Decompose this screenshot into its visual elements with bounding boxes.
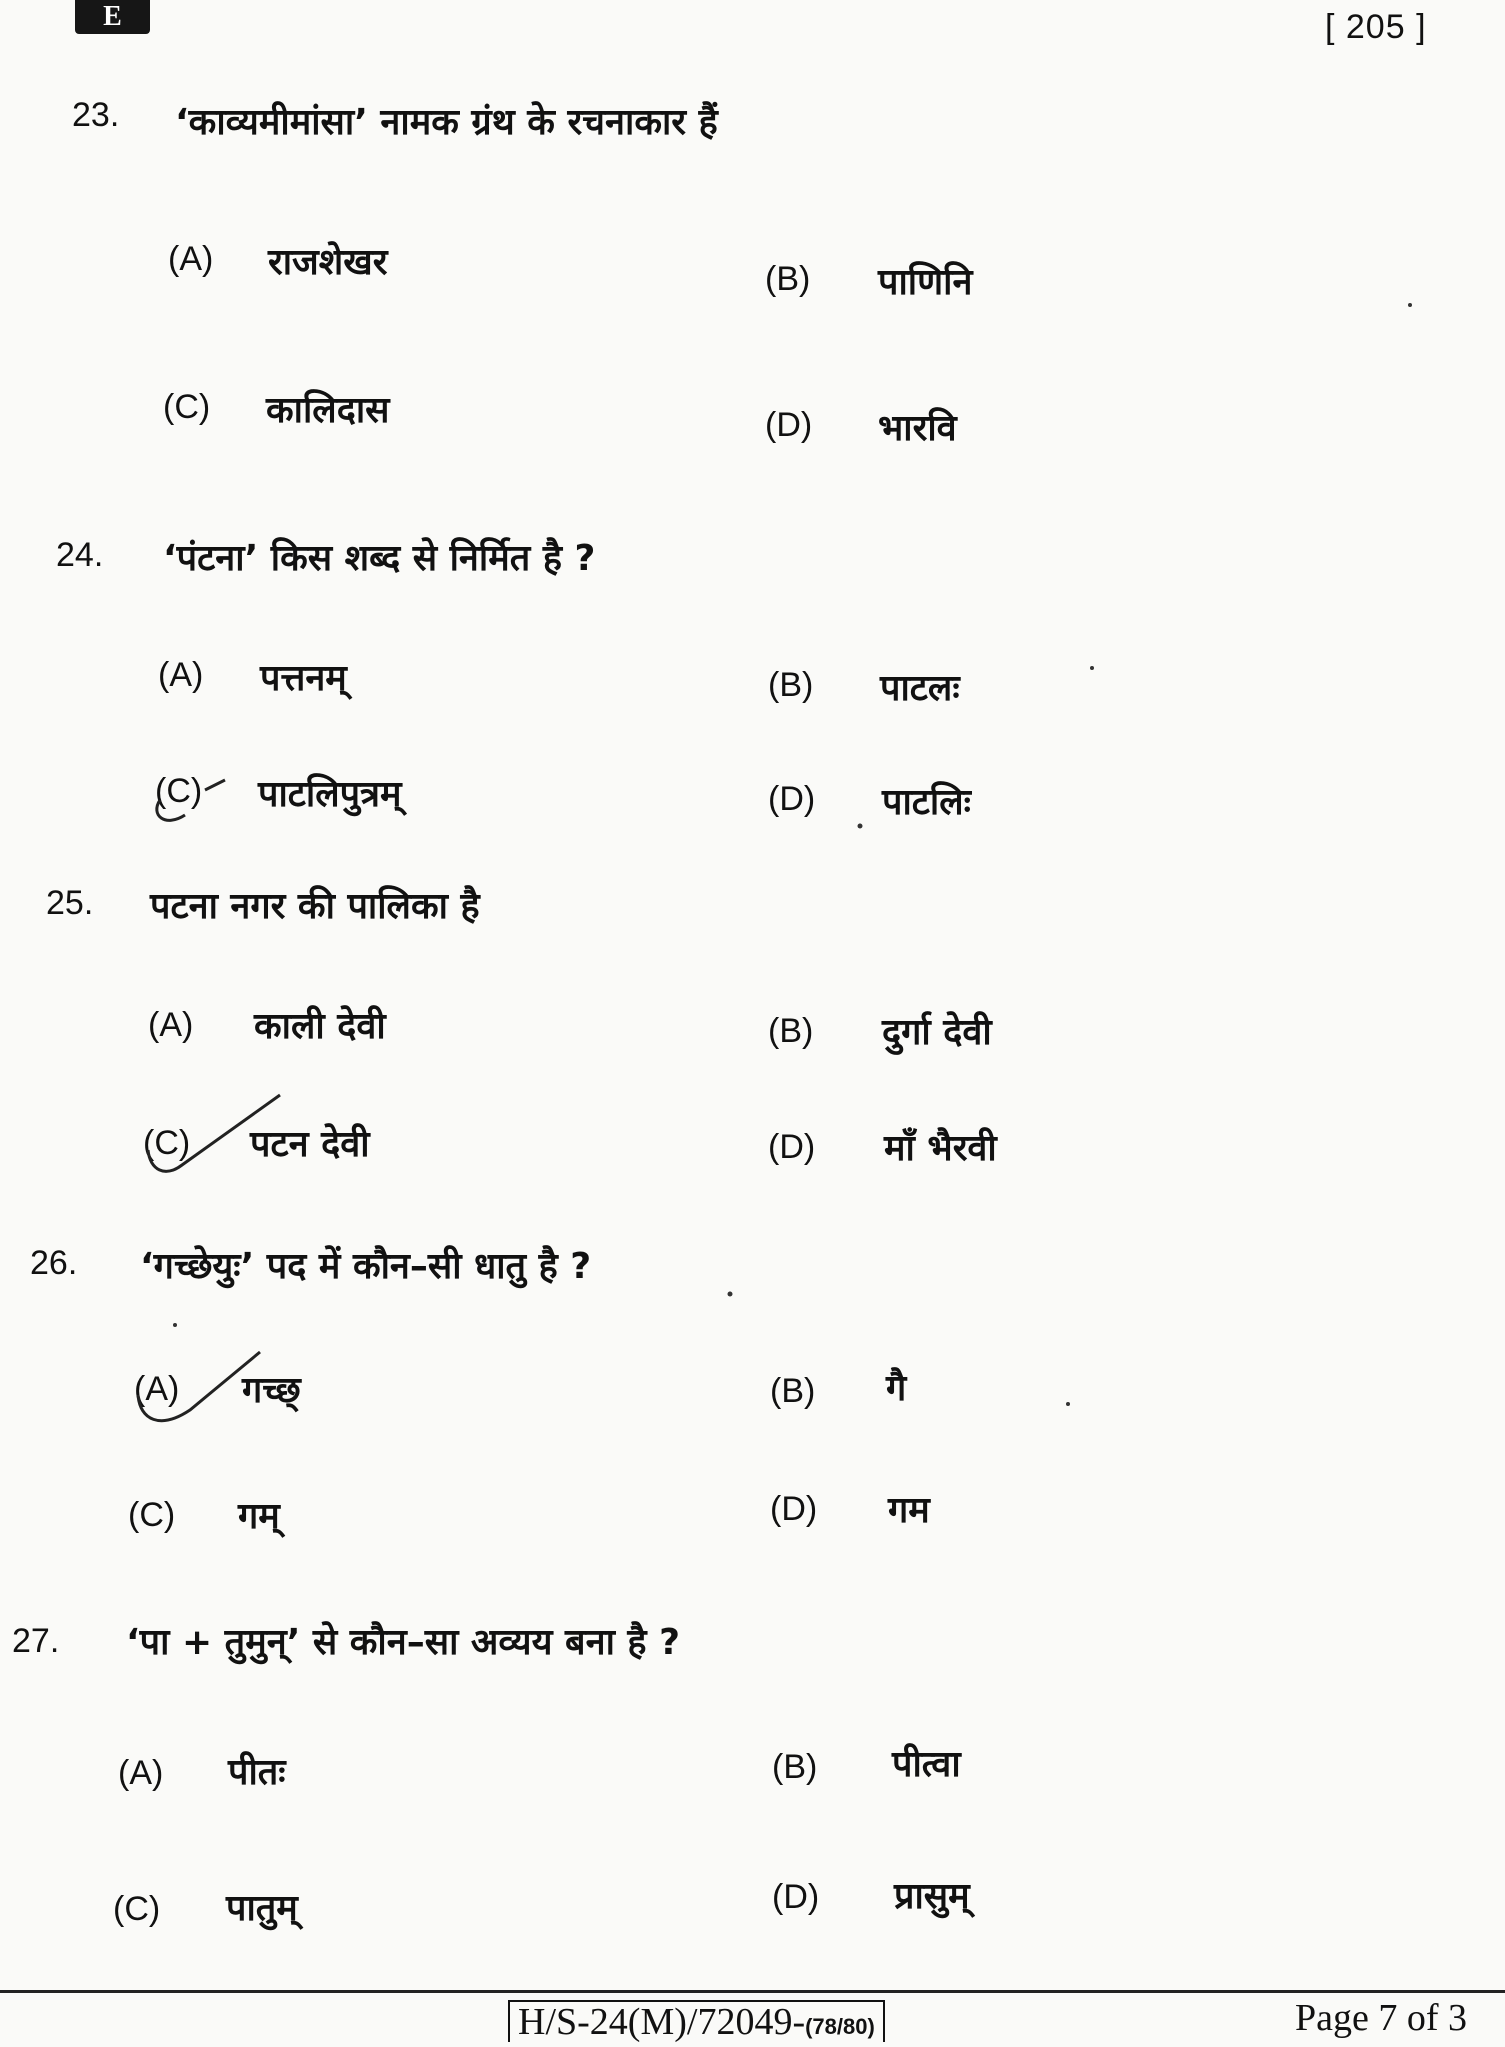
question-number: 23. xyxy=(72,96,120,134)
option-text: पीतः xyxy=(228,1752,286,1793)
option-text: पटन देवी xyxy=(250,1124,370,1165)
option-letter: (A) xyxy=(134,1370,180,1408)
option-text: राजशेखर xyxy=(268,242,388,283)
option-letter: (D) xyxy=(765,406,813,444)
option-text: गम xyxy=(888,1490,930,1531)
option-letter: (B) xyxy=(768,1012,814,1050)
speck xyxy=(1090,666,1094,670)
option-text: भारवि xyxy=(878,408,957,449)
option-text: प्रासुम् xyxy=(894,1876,970,1917)
paper-code-small: (78/80) xyxy=(805,2014,875,2039)
option-text: माँ भैरवी xyxy=(884,1128,997,1169)
option-letter: (B) xyxy=(770,1372,816,1410)
option-text: पाणिनि xyxy=(878,262,973,303)
question-number: 25. xyxy=(46,884,94,922)
corner-mark: E xyxy=(75,0,150,34)
option-letter: (A) xyxy=(118,1754,164,1792)
option-letter: (D) xyxy=(768,1128,816,1166)
option-letter: (C) xyxy=(163,388,211,426)
footer-rule xyxy=(0,1990,1505,1993)
option-text: पत्तनम् xyxy=(260,658,347,699)
paper-code xyxy=(508,2000,885,2042)
paper-code-main: H/S-24(M)/72049- xyxy=(518,2001,806,2043)
speck xyxy=(1066,1402,1070,1406)
option-text: गै xyxy=(886,1368,907,1409)
option-letter: (C) xyxy=(155,772,203,810)
question-text: पटना नगर की पालिका है xyxy=(150,886,480,927)
answer-mark-q24-stroke xyxy=(205,780,225,790)
option-text: पाटलः xyxy=(880,668,960,709)
option-letter: (A) xyxy=(168,240,214,278)
option-letter: (A) xyxy=(158,656,204,694)
question-number: 26. xyxy=(30,1244,78,1282)
option-text: काली देवी xyxy=(254,1006,386,1047)
option-text: पाटलिः xyxy=(882,782,971,823)
option-letter: (B) xyxy=(768,666,814,704)
option-text: गच्छ् xyxy=(242,1370,301,1411)
speck xyxy=(728,1292,733,1297)
speck xyxy=(173,1323,177,1327)
option-text: पाटलिपुत्रम् xyxy=(258,774,402,815)
page-number: Page 7 of 3 xyxy=(1295,1997,1468,2039)
question-text: ‘पंटना’ किस शब्द से निर्मित है ? xyxy=(163,538,596,579)
option-letter: (D) xyxy=(768,780,816,818)
option-text: दुर्गा देवी xyxy=(882,1012,992,1053)
question-number: 24. xyxy=(56,536,104,574)
option-letter: (C) xyxy=(128,1496,176,1534)
speck xyxy=(1408,303,1412,307)
option-letter: (B) xyxy=(765,260,811,298)
speck xyxy=(858,824,863,829)
option-text: पीत्वा xyxy=(892,1744,961,1785)
option-text: पातुम् xyxy=(226,1888,298,1929)
question-text: ‘गच्छेयुः’ पद में कौन–सी धातु है ? xyxy=(140,1246,592,1287)
question-number: 27. xyxy=(12,1622,60,1660)
question-text: ‘काव्यमीमांसा’ नामक ग्रंथ के रचनाकार हैं xyxy=(175,102,718,143)
option-letter: (D) xyxy=(770,1490,818,1528)
page-code: [ 205 ] xyxy=(1325,8,1427,46)
option-text: कालिदास xyxy=(266,390,390,431)
option-letter: (A) xyxy=(148,1006,194,1044)
option-text: गम् xyxy=(238,1496,280,1537)
option-letter: (B) xyxy=(772,1748,818,1786)
option-letter: (D) xyxy=(772,1878,820,1916)
question-text: ‘पा + तुमुन्’ से कौन–सा अव्यय बना है ? xyxy=(126,1622,680,1663)
option-letter: (C) xyxy=(143,1124,191,1162)
option-letter: (C) xyxy=(113,1890,161,1928)
